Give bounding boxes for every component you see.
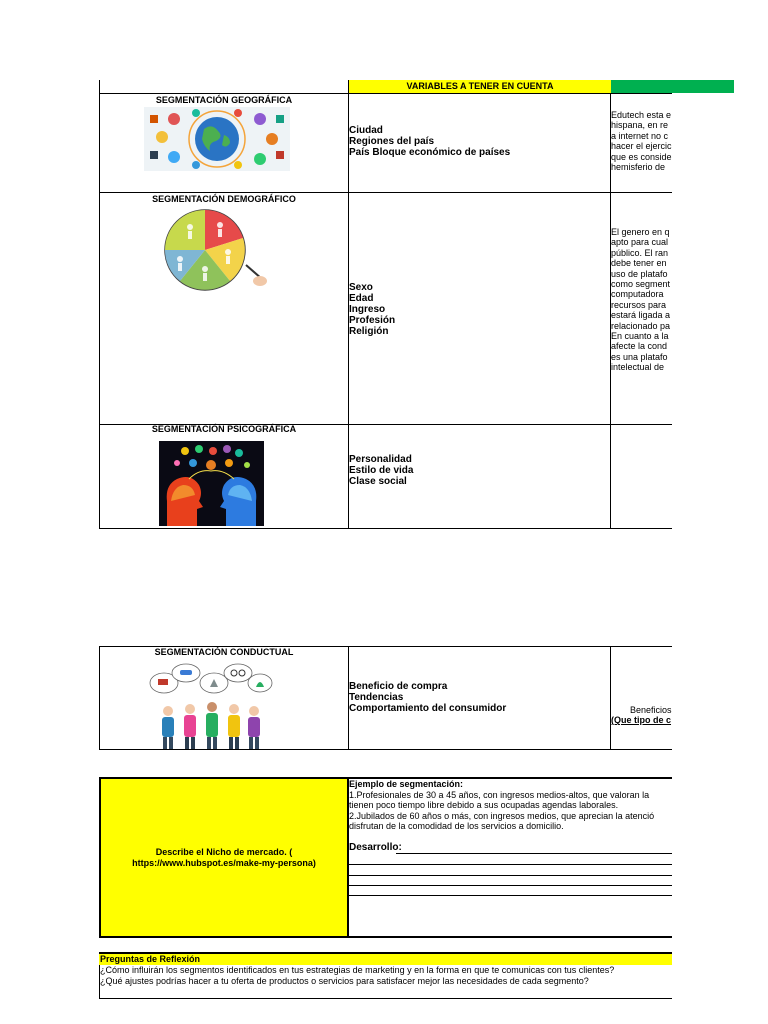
- demo-desc-line: intelectual de: [611, 362, 665, 373]
- conduct-var-2: Tendencias: [349, 692, 404, 703]
- conduct-var-1: Beneficio de compra: [349, 681, 448, 692]
- demo-desc-line: computadora: [611, 289, 664, 300]
- demo-title: SEGMENTACIÓN DEMOGRÁFICO: [152, 194, 296, 204]
- demo-desc-line: relacionado pa: [611, 320, 671, 331]
- demo-desc-line: como segment: [611, 279, 671, 290]
- desarrollo-line: [348, 895, 672, 896]
- demo-var-1: Sexo: [349, 282, 373, 293]
- header-left-border: [99, 80, 100, 93]
- conduct-benefit-label: Beneficios: [630, 705, 672, 715]
- psico-variables-cell: [348, 424, 611, 529]
- psico-description-cell: [610, 424, 672, 529]
- demo-var-3: Ingreso: [349, 304, 386, 315]
- demo-var-4: Profesión: [349, 315, 396, 326]
- reflexion-question: ¿Cómo influirán los segmentos identificados en tus estrategias de marketing y en la forma en que te comunicas con tus clientes?: [100, 965, 615, 975]
- geo-desc-line: hemisferio de: [611, 162, 666, 173]
- demo-desc-line: es una platafo: [611, 351, 668, 362]
- demo-desc-line: afecte la cond: [611, 341, 668, 352]
- people-thinking-image: [144, 661, 274, 749]
- demo-desc-line: debe tener en: [611, 258, 667, 269]
- geo-desc-line: a internet no c: [611, 130, 669, 141]
- geo-title-cell: [99, 93, 349, 193]
- globe-network-image: [144, 107, 290, 171]
- nicho-example-line: 1.Profesionales de 30 a 45 años, con ingresos medios-altos, que valoran la: [349, 790, 650, 800]
- geo-desc-line: que es conside: [611, 151, 672, 162]
- demo-desc-line: recursos para: [611, 299, 667, 310]
- geo-var-1: Ciudad: [349, 125, 383, 136]
- desarrollo-line: [348, 885, 672, 886]
- demo-variables-cell: [348, 192, 611, 425]
- conduct-var-3: Comportamiento del consumidor: [349, 703, 507, 714]
- demo-var-5: Religión: [349, 326, 389, 337]
- geo-desc-line: hacer el ejercic: [611, 141, 672, 152]
- geo-variables-cell: [348, 93, 611, 193]
- psico-var-3: Clase social: [349, 476, 407, 487]
- geo-desc-line: hispana, en re: [611, 120, 669, 131]
- psico-var-2: Estilo de vida: [349, 465, 414, 476]
- reflexion-questions: [99, 965, 672, 999]
- demo-desc-line: público. El ran: [611, 247, 669, 258]
- demo-var-2: Edad: [349, 293, 374, 304]
- nicho-label: Describe el Nicho de mercado. ( https://www.hubspot.es/make-my-persona): [132, 846, 316, 868]
- geo-title: SEGMENTACIÓN GEOGRÁFICA: [155, 95, 293, 105]
- variables-header: VARIABLES A TENER EN CUENTA: [348, 80, 611, 93]
- desarrollo-label: Desarrollo:: [349, 842, 402, 853]
- desarrollo-line: [348, 864, 672, 865]
- psico-var-1: Personalidad: [349, 454, 412, 465]
- nicho-example-line: 2.Jubilados de 60 años o más, con ingresos medios, que aprecian la atenció: [349, 811, 655, 821]
- psico-title: SEGMENTACIÓN PSICOGRÁFICA: [151, 424, 297, 434]
- nicho-content-cell[interactable]: [348, 777, 672, 938]
- desarrollo-line: [348, 875, 672, 876]
- demo-desc-line: uso de platafo: [611, 268, 668, 279]
- demo-desc-line: En cuanto a la: [611, 331, 669, 342]
- reflexion-title-bar: [99, 952, 672, 965]
- nicho-example-title: Ejemplo de segmentación:: [349, 779, 464, 789]
- conduct-description-cell: [610, 646, 672, 750]
- psico-title-cell: [99, 424, 349, 529]
- demo-desc-line: apto para cual: [611, 237, 669, 248]
- demo-desc-line: estará ligada a: [611, 310, 671, 321]
- demo-title-cell: [99, 192, 349, 425]
- nicho-example-line: tienen poco tiempo libre debido a sus ocupadas agendas laborales.: [349, 800, 619, 810]
- conduct-title-cell: [99, 646, 349, 750]
- demo-description-cell: [610, 192, 672, 425]
- geo-desc-line: Edutech esta e: [611, 110, 672, 120]
- demo-desc-line: El genero en q: [611, 227, 670, 237]
- heads-ideas-image: [159, 441, 264, 526]
- geo-var-3: País Bloque económico de países: [349, 147, 511, 158]
- geo-var-2: Regiones del país: [349, 136, 435, 147]
- reflexion-question: ¿Qué ajustes podrías hacer a tu oferta de productos o servicios para satisfacer mejor las necesidades de cada segmento?: [100, 976, 589, 986]
- reflexion-title: Preguntas de Reflexión: [100, 954, 201, 964]
- conduct-variables-cell: [348, 646, 611, 750]
- pie-people-image: [150, 207, 268, 293]
- nicho-example-line: disfrutan de la comodidad de los servicios a domicilio.: [349, 821, 564, 831]
- conduct-benefit-question: (Que tipo de c: [611, 715, 672, 725]
- nicho-label-cell: [99, 777, 349, 938]
- geo-description-cell: [610, 93, 672, 193]
- green-header-cell: [611, 80, 734, 93]
- desarrollo-line: [396, 853, 672, 854]
- conduct-title: SEGMENTACIÓN CONDUCTUAL: [154, 647, 294, 657]
